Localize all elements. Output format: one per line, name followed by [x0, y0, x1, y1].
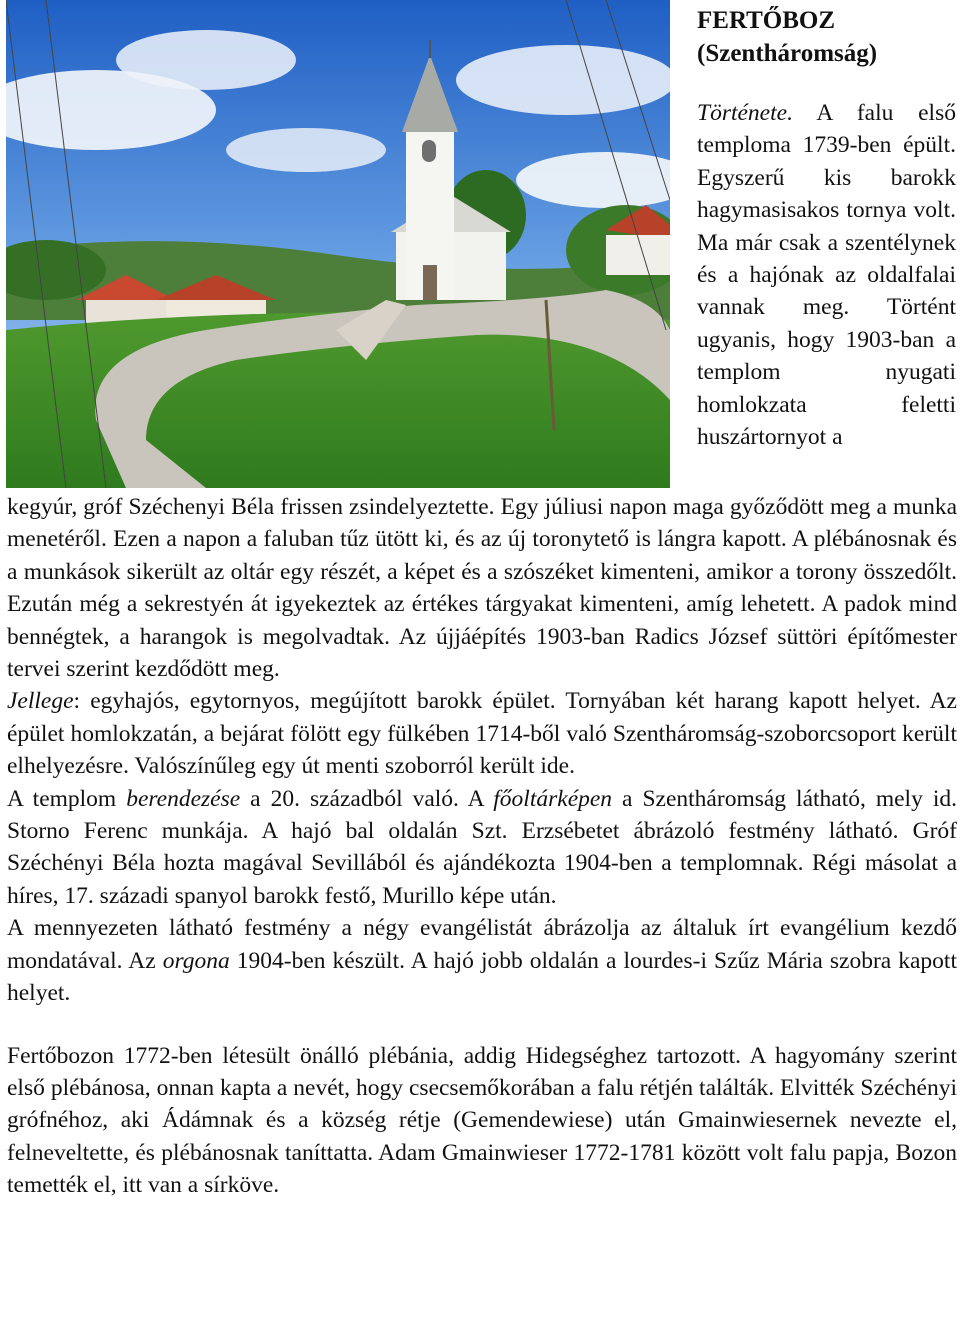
church-landscape-image: [6, 0, 670, 488]
paragraph-ceiling: A mennyezeten látható festmény a négy evangélistát ábrázolja az általuk írt evangélium kezdő mondatával. Az orgona 1904-ben készült. A hajó jobb oldalán a lourdes-i Szűz Mária szobra kapott helyet.: [7, 915, 957, 1007]
history-heading: Története.: [697, 100, 793, 126]
paragraph-fire: kegyúr, gróf Széchenyi Béla frissen zsindelyeztette. Egy júliusi napon maga győződött meg a munka menetéről. Ezen a napon a faluban tűz ütött ki, és az új toronytető is lángra kapott. A plébánosnak és a munkások sikerült az oltár egy részét, a képet és a szószéket kimenteni, amikor a torony összedőlt. Ezután még a sekrestyén át igyekeztek az értékes tárgyakat kimenteni, amíg lehetett. A padok mind bennégtek, a harangok is megolvadtak. Az újjáépítés 1903-ban Radics József süttöri építőmester tervei szerint kezdődött meg.: [7, 494, 957, 683]
paragraph-parish: Fertőbozon 1772-ben létesült önálló plébánia, addig Hidegséghez tartozott. A hagyomány szerint első plébánosa, onnan kapta a nevét, hogy csecsemőkorában a falu rétjén találták. Elvitték Széchényi grófnéhoz, aki Ádámnak és a község rétje (Gemendewiese) után Gmainwiesernek nevezte el, felneveltette, és plébánosnak taníttatta. Adam Gmainwieser 1772-1781 között volt falu papja, Bozon temették el, itt van a sírköve.: [7, 1042, 957, 1199]
paragraph-character: Jellege: egyhajós, egytornyos, megújított barokk épület. Tornyában két harang kapott helyet. Az épület homlokzatán, a bejárat fölött egy fülkében 1714-ből való Szentháromság-szoborcsoport került elhelyezésre. Valószínűleg egy út menti szoborról került ide.: [7, 688, 957, 780]
paragraph-furnishing: A templom berendezése a 20. századból való. A főoltárképen a Szentháromság látható, mely id. Storno Ferenc munkája. A hajó bal oldalán Szt. Erzsébetet ábrázoló festmény látható. Gróf Széchényi Béla hozta magával Sevillából és ajándékozta 1904-ben a templomnak. Régi másolat a híres, 17. századi spanyol barokk festő, Murillo képe után.: [7, 785, 957, 909]
paragraph-gap: [7, 1010, 957, 1040]
church-photo: [6, 0, 670, 488]
side-column-text: [697, 97, 956, 453]
history-text: A falu első temploma 1739-ben épült. Egyszerű kis barokk hagymasisakos tornya volt. Ma már csak a szentélynek és a hajónak az oldalfalai vannak meg. Történt ugyanis, hogy 1903-ban a templom nyugati homlokzata feletti huszártornyot a: [697, 100, 956, 451]
main-text: [7, 491, 957, 1202]
character-label: Jellege: [7, 688, 74, 715]
page-title: FERTŐBOZ (Szentháromság): [697, 7, 878, 67]
